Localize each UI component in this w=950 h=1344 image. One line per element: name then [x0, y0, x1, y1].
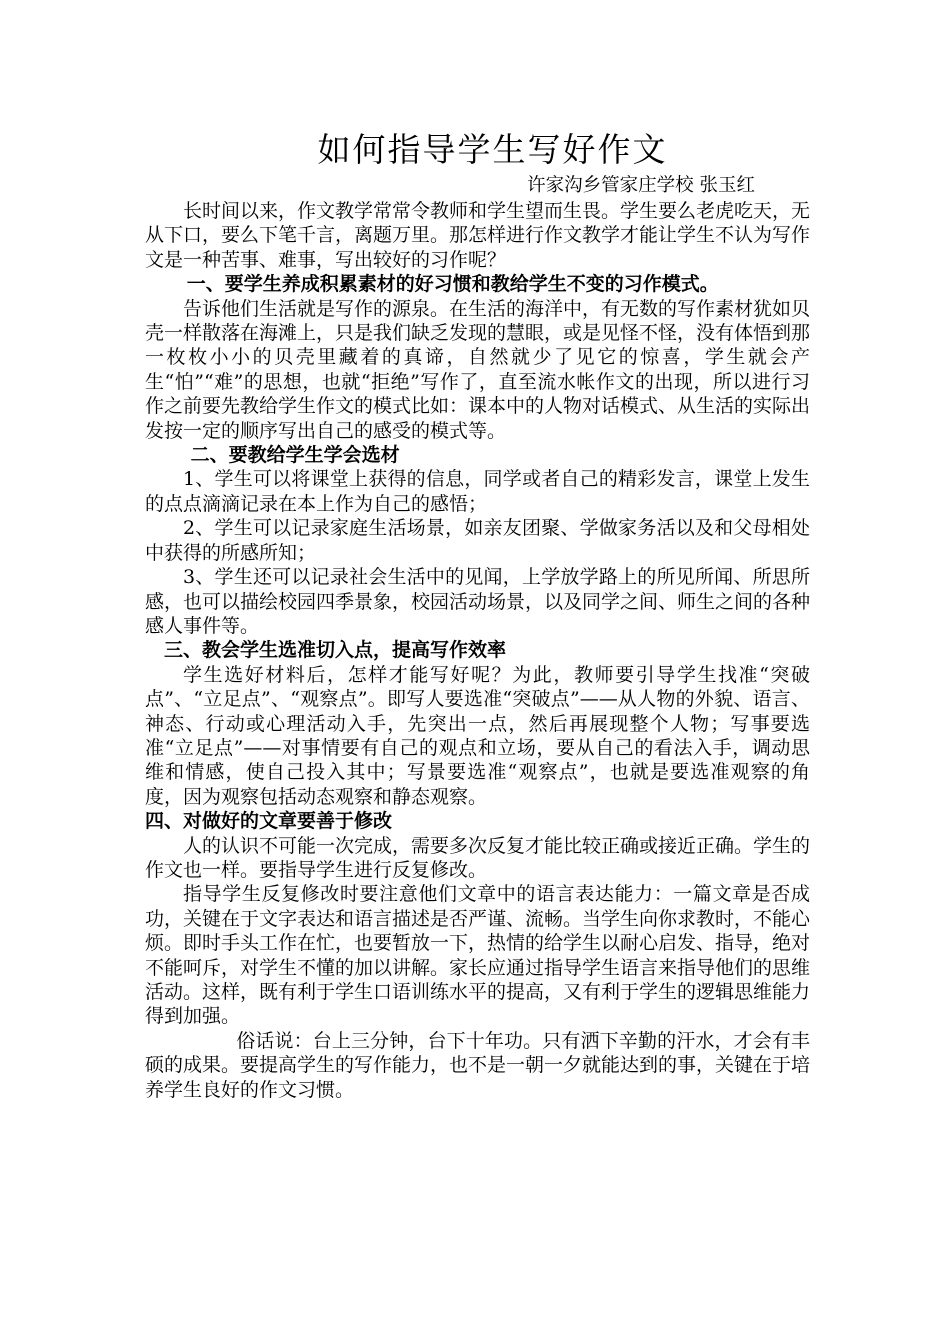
section3-paragraph: 学生选好材料后，怎样才能写好呢？为此，教师要引导学生找准“突破点”、“立足点”、“观察点”。即写人要选准“突破点”——从人物的外貌、语言、神态、行动或心理活动入手，先突出一点，然后再展现整个人物；写事要选准“立足点”——对事情要有自己的观点和立场，要从自己的看法入手，调动思维和情感，使自己投入其中；写景要选准“观察点”，也就是要选准观察的角度，因为观察包括动态观察和静态观察。 — [145, 663, 810, 808]
section2-item-1: 1、学生可以将课堂上获得的信息，同学或者自己的精彩发言，课堂上发生的点点滴滴记录在本上作为自己的感悟； — [145, 468, 810, 515]
section2-item-2: 2、学生可以记录家庭生活场景，如亲友团聚、学做家务活以及和父母相处中获得的所感所知； — [145, 517, 810, 564]
section2-item-3: 3、学生还可以记录社会生活中的见闻，上学放学路上的所见所闻、所思所感，也可以描绘校园四季景象，校园活动场景，以及同学之间、师生之间的各种感人事件等。 — [145, 566, 811, 637]
section4-paragraph-1: 人的认识不可能一次完成，需要多次反复才能比较正确或接近正确。学生的作文也一样。要指导学生进行反复修改。 — [145, 834, 811, 881]
section-heading-2: 二、要教给学生学会选材 — [190, 444, 400, 467]
conclusion-paragraph: 俗话说：台上三分钟，台下十年功。只有洒下辛勤的汗水，才会有丰硕的成果。要提高学生的写作能力，也不是一朝一夕就能达到的事，关键在于培养学生良好的作文习惯。 — [145, 1029, 811, 1101]
section-heading-3: 三、教会学生选准切入点，提高写作效率 — [164, 639, 507, 662]
intro-paragraph: 长时间以来，作文教学常常令教师和学生望而生畏。学生要么老虎吃天，无从下口，要么下笔千言，离题万里。那怎样进行作文教学才能让学生不认为写作文是一种苦事、难事，写出较好的习作呢？ — [145, 200, 811, 271]
section-heading-4: 四、对做好的文章要善于修改 — [145, 810, 393, 833]
section1-paragraph: 告诉他们生活就是写作的源泉。在生活的海洋中，有无数的写作素材犹如贝壳一样散落在海滩上，只是我们缺乏发现的慧眼，或是见怪不怪，没有体悟到那一枚枚小小的贝壳里藏着的真谛，自然就少了见它的惊喜，学生就会产生“怕”“难”的思想，也就“拒绝”写作了，直至流水帐作文的出现，所以进行习作之前要先教给学生作文的模式比如：课本中的人物对话模式、从生活的实际出发按一定的顺序写出自己的感受的模式等。 — [145, 297, 811, 442]
document-page — [145, 125, 810, 1102]
section-heading-1: 一、要学生养成积累素材的好习惯和教给学生不变的习作模式。 — [186, 273, 719, 296]
document-title: 如何指导学生写好作文 — [317, 130, 668, 169]
author-line: 许家沟乡管家庄学校 张玉红 — [527, 175, 755, 196]
section4-paragraph-2: 指导学生反复修改时要注意他们文章中的语言表达能力：一篇文章是否成功，关键在于文字表达和语言描述是否严谨、流畅。当学生向你求教时，不能心烦。即时手头工作在忙，也要暂放一下，热情的给学生以耐心启发、指导，绝对不能呵斥，对学生不懂的加以讲解。家长应通过指导学生语言来指导他们的思维活动。这样，既有利于学生口语训练水平的提高，又有利于学生的逻辑思维能力得到加强。 — [145, 883, 811, 1028]
